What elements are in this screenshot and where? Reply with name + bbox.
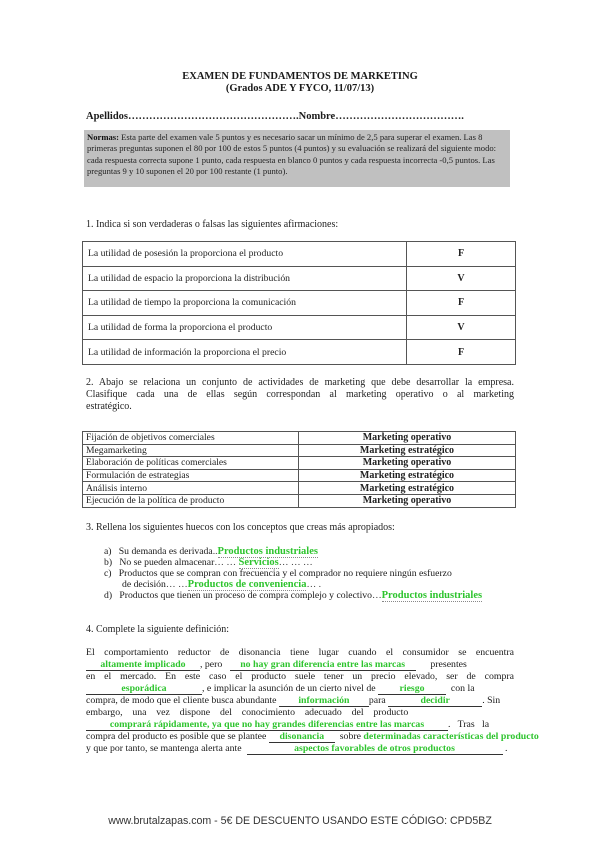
q2-classification-table bbox=[82, 431, 516, 508]
static-text: . Sin bbox=[482, 695, 501, 706]
rules-label: Normas: bbox=[87, 132, 119, 142]
answer-fill[interactable]: Productos industriales bbox=[381, 590, 483, 601]
answer-cell[interactable]: F bbox=[407, 340, 516, 365]
q4-line3: en el mercado. En este caso el producto suele tener un precio elevado, ser de compra bbox=[86, 671, 514, 682]
q4-line9 bbox=[86, 743, 514, 755]
table-row bbox=[83, 482, 516, 495]
answer-cell[interactable]: Marketing operativo bbox=[299, 494, 516, 507]
item-letter: d) bbox=[104, 590, 113, 601]
static-text: con la bbox=[450, 683, 475, 694]
q4-prompt: 4. Complete la siguiente definición: bbox=[86, 624, 230, 635]
answer-blank[interactable]: comprará rápidamente, ya que no hay grandes diferencias entre las marcas bbox=[86, 719, 448, 731]
statement-cell: La utilidad de espacio la proporciona la distribución bbox=[83, 266, 407, 291]
answer-cell[interactable]: F bbox=[407, 291, 516, 316]
activity-cell: Fijación de objetivos comerciales bbox=[83, 432, 299, 445]
q4-line7 bbox=[86, 719, 514, 731]
answer-fill[interactable]: Servicios bbox=[238, 557, 279, 568]
answer-cell[interactable]: Marketing estratégico bbox=[299, 482, 516, 495]
static-text: , e implicar la asunción de un cierto nivel de bbox=[202, 683, 376, 694]
item-text: Su demanda es derivada bbox=[118, 546, 213, 557]
q1-true-false-table bbox=[82, 241, 516, 365]
answer-fill[interactable]: Productos industriales bbox=[217, 546, 318, 557]
table-row bbox=[83, 494, 516, 507]
table-row bbox=[83, 444, 516, 457]
answer-blank[interactable]: no hay gran diferencia entre las marcas bbox=[230, 659, 416, 671]
answer-blank[interactable]: disonancia bbox=[269, 731, 335, 743]
item-text: No se pueden almacenar bbox=[119, 557, 215, 568]
name-fields-line bbox=[86, 111, 464, 122]
answer-cell[interactable]: F bbox=[407, 242, 516, 267]
q4-line6: embargo, una vez dispone del conocimiento adecuado del producto bbox=[86, 707, 409, 718]
q3-prompt: 3. Rellena los siguientes huecos con los conceptos que creas más apropiados: bbox=[86, 522, 395, 533]
static-text: . bbox=[504, 743, 508, 754]
answer-blank[interactable]: esporádica bbox=[86, 683, 202, 695]
static-text: para bbox=[368, 695, 386, 706]
q2-prompt-line2: Clasifique cada una de ellas según correspondan al marketing operativo o al marketing bbox=[86, 389, 514, 400]
q4-line5 bbox=[86, 695, 514, 707]
item-letter: a) bbox=[104, 546, 112, 557]
activity-cell: Elaboración de políticas comerciales bbox=[83, 457, 299, 470]
activity-cell: Análisis interno bbox=[83, 482, 299, 495]
activity-cell: Formulación de estrategias bbox=[83, 469, 299, 482]
answer-blank[interactable]: aspectos favorables de otros productos bbox=[247, 743, 503, 755]
q4-line8 bbox=[86, 731, 600, 743]
answer-cell[interactable]: Marketing operativo bbox=[299, 432, 516, 445]
answer-cell[interactable]: V bbox=[407, 315, 516, 340]
static-text: presentes bbox=[430, 659, 467, 670]
static-text: compra del producto es posible que se plantee bbox=[86, 731, 267, 742]
answer-cell[interactable]: V bbox=[407, 266, 516, 291]
exam-subtitle: (Grados ADE Y FYCO, 11/07/13) bbox=[225, 83, 375, 94]
static-text: , pero bbox=[200, 659, 223, 670]
footer-promo: www.brutalzapas.com - 5€ DE DESCUENTO USANDO ESTE CÓDIGO: CPD5BZ bbox=[108, 815, 492, 827]
static-text: . Tras la bbox=[448, 719, 490, 730]
q3-item-d: d) Productos que tienen un proceso de compra complejo y colectivo…Productos industriales bbox=[104, 590, 483, 601]
q4-line2 bbox=[86, 659, 514, 671]
item-text: Productos que se compran con frecuencia y el comprador no requiere ningún esfuerzo bbox=[118, 568, 452, 579]
table-row bbox=[83, 315, 516, 340]
answer-fill[interactable]: Productos de conveniencia bbox=[187, 579, 307, 590]
q3-item-c bbox=[104, 568, 452, 579]
item-letter: b) bbox=[104, 557, 113, 568]
table-row bbox=[83, 469, 516, 482]
answer-cell[interactable]: Marketing operativo bbox=[299, 457, 516, 470]
q3-item-b: b) No se pueden almacenar… … Servicios… … … bbox=[104, 557, 313, 568]
static-text: sobre bbox=[339, 731, 361, 742]
static-text: compra, de modo que el cliente busca abundante bbox=[86, 695, 277, 706]
answer-blank[interactable]: decidir bbox=[388, 695, 482, 707]
answer-cell[interactable]: Marketing estratégico bbox=[299, 469, 516, 482]
answer-blank[interactable]: altamente implicado bbox=[86, 659, 200, 671]
rules-text: Esta parte del examen vale 5 puntos y es necesario sacar un mínimo de 2,5 para superar el examen. Las 8 primeras preguntas suponen el 80 por 100 de estos 5 puntos (4 puntos) y su evaluación se realizará del siguiente modo: cada respuesta correcta supone 1 punto, cada respuesta en blanco 0 puntos y cada respuesta incorrecta -0,5 puntos. Las preguntas 9 y 10 suponen el 20 por 100 restante (1 punto). bbox=[87, 132, 497, 176]
q2-prompt-line3: estratégico. bbox=[86, 401, 132, 412]
item-letter: c) bbox=[104, 568, 112, 579]
q4-line4 bbox=[86, 683, 514, 695]
nombre-field[interactable]: Nombre………………………………. bbox=[298, 111, 464, 122]
q3-item-a: a) Su demanda es derivada..Productos industriales bbox=[104, 546, 318, 557]
q4-line1: El comportamiento reductor de disonancia tiene lugar cuando el consumidor se encuentra bbox=[86, 647, 514, 658]
statement-cell: La utilidad de tiempo la proporciona la comunicación bbox=[83, 291, 407, 316]
exam-title: EXAMEN DE FUNDAMENTOS DE MARKETING bbox=[182, 71, 418, 82]
table-row bbox=[83, 340, 516, 365]
apellidos-field[interactable]: Apellidos…………………………………………. bbox=[86, 111, 299, 122]
activity-cell: Megamarketing bbox=[83, 444, 299, 457]
statement-cell: La utilidad de forma la proporciona el producto bbox=[83, 315, 407, 340]
answer-blank[interactable]: determinadas características del producto bbox=[363, 731, 539, 742]
answer-blank[interactable]: riesgo bbox=[378, 683, 446, 695]
statement-cell: La utilidad de información la proporciona el precio bbox=[83, 340, 407, 365]
q1-prompt: 1. Indica si son verdaderas o falsas las siguientes afirmaciones: bbox=[86, 219, 339, 230]
rules-box bbox=[84, 130, 510, 187]
answer-cell[interactable]: Marketing estratégico bbox=[299, 444, 516, 457]
item-text: Productos que tienen un proceso de compra complejo y colectivo bbox=[119, 590, 372, 601]
item-text: de decisión bbox=[122, 579, 166, 590]
table-row bbox=[83, 266, 516, 291]
table-row bbox=[83, 242, 516, 267]
table-row bbox=[83, 291, 516, 316]
static-text: y que por tanto, se mantenga alerta ante bbox=[86, 743, 242, 754]
q3-item-c-cont: de decisión… …Productos de conveniencia… . bbox=[122, 579, 321, 590]
table-row bbox=[83, 432, 516, 445]
statement-cell: La utilidad de posesión la proporciona el producto bbox=[83, 242, 407, 267]
q2-prompt-line1: 2. Abajo se relaciona un conjunto de actividades de marketing que debe desarrollar la empresa. bbox=[86, 377, 514, 388]
answer-blank[interactable]: información bbox=[279, 695, 369, 707]
activity-cell: Ejecución de la política de producto bbox=[83, 494, 299, 507]
table-row bbox=[83, 457, 516, 470]
